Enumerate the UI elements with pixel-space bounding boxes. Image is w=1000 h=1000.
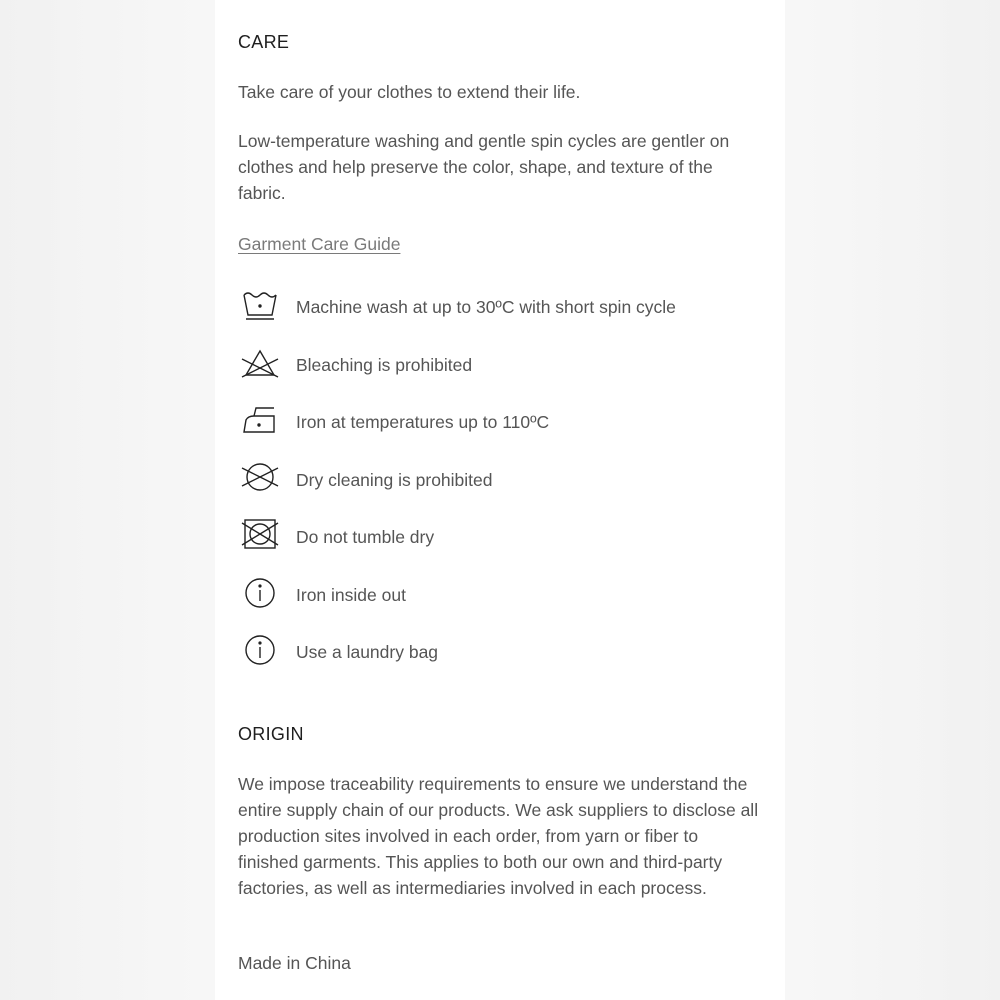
care-intro: Take care of your clothes to extend their life.	[238, 82, 581, 102]
care-instruction-item	[238, 577, 763, 617]
care-instruction-text: Iron inside out	[296, 585, 406, 605]
care-instruction-text: Use a laundry bag	[296, 642, 439, 662]
care-instruction-item	[238, 404, 763, 444]
product-details-panel	[215, 0, 785, 1000]
origin-description: We impose traceability requirements to ensure we understand the entire supply chain of our products. We ask suppliers to disclose all production sites involved in each order, from yarn or fiber to finished garments. This applies to both our own and third-party factories, as well as intermediaries involved in each process.	[238, 774, 759, 898]
care-instruction-item	[238, 289, 763, 329]
care-instruction-item	[238, 634, 763, 674]
care-instruction-item	[238, 519, 763, 559]
no-bleach-icon	[240, 347, 280, 387]
care-instruction-text: Do not tumble dry	[296, 527, 435, 547]
info-icon	[240, 577, 280, 617]
care-description: Low-temperature washing and gentle spin cycles are gentler on clothes and help preserve the color, shape, and texture of the fabric.	[238, 131, 730, 203]
care-instruction-item	[238, 462, 763, 502]
care-instruction-text: Iron at temperatures up to 110ºC	[296, 412, 550, 432]
iron-low-icon	[240, 404, 280, 444]
garment-care-guide-link[interactable]: Garment Care Guide	[238, 234, 401, 254]
care-instruction-text: Bleaching is prohibited	[296, 355, 473, 375]
care-heading: CARE	[238, 32, 290, 52]
no-tumble-dry-icon	[240, 519, 280, 559]
care-instruction-text: Machine wash at up to 30ºC with short spin cycle	[296, 297, 676, 317]
origin-heading: ORIGIN	[238, 724, 304, 744]
care-instruction-item	[238, 347, 763, 387]
care-instruction-text: Dry cleaning is prohibited	[296, 470, 493, 490]
no-dry-clean-icon	[240, 462, 280, 502]
info-icon	[240, 634, 280, 674]
wash-30-icon	[240, 289, 280, 329]
made-in-label: Made in China	[238, 953, 351, 973]
